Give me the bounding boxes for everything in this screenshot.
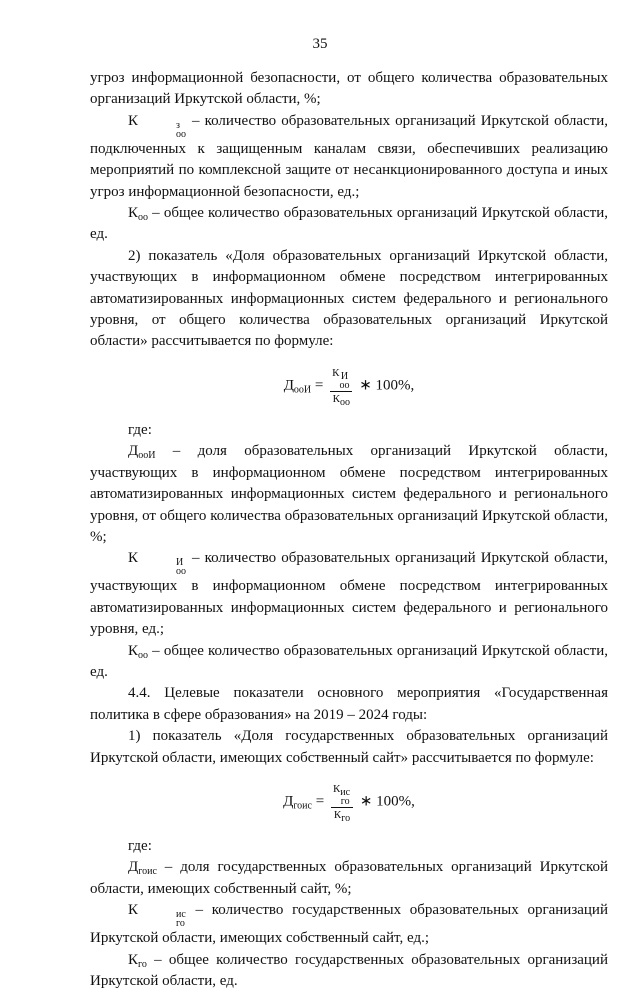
subscript: го [340, 795, 350, 807]
symbol-k: К [128, 642, 139, 659]
subscript: го [341, 812, 351, 824]
subscript: оо [176, 566, 187, 578]
fraction-denominator [332, 392, 350, 408]
symbol-d: Д [128, 859, 139, 876]
fraction [331, 782, 353, 824]
paragraph-indicator-2: 2) показатель «Доля образовательных организаций Иркутской области, участвующих в информационном обмене посредством интегрированных автоматизированных информационных систем федерального и регионального уровня, от общего количества образовательных организаций Иркутской области» рассчитывается по формуле: [90, 247, 608, 350]
definition-text: – общее количество государственных образовательных организаций Иркутской области, ед. [90, 951, 608, 989]
definition-text: – количество образовательных организаций Иркутской области, участвующих в информационном обмене посредством интегрированных автоматизированных информационных систем федерального и регионального уровня, ед.; [90, 550, 608, 638]
superscript: ис [340, 786, 351, 798]
definition-text: – доля образовательных организаций Иркутской области, участвующих в информационном обмене посредством интегрированных автоматизированных информационных систем федерального и регионального уровня, от общего количества образовательных организаций Иркутской области, %; [90, 443, 608, 545]
subscript: оо [339, 379, 350, 391]
definition-k-oo-2 [90, 641, 608, 684]
index-stack [138, 910, 186, 928]
definition-k-oo [90, 203, 608, 246]
fraction-denominator [333, 808, 351, 824]
definition-k-i-oo [90, 548, 608, 640]
subscript: ооИ [138, 450, 156, 462]
subscript: го [138, 958, 147, 970]
symbol-k: К [128, 902, 139, 919]
index-stack [138, 121, 186, 139]
fraction-numerator [330, 367, 352, 392]
subscript: го [176, 918, 185, 930]
index-stack [340, 788, 350, 806]
superscript: И [340, 370, 349, 382]
definition-d-gois [90, 857, 608, 900]
equals-sign: = [311, 793, 328, 810]
section-4-4-heading: 4.4. Целевые показатели основного мероприятия «Государственная политика в сфере образования» на 2019 – 2024 годы: [90, 685, 608, 723]
definition-k-z-oo [90, 111, 608, 203]
superscript: ис [176, 909, 186, 921]
fraction [330, 366, 352, 408]
subscript: оо [339, 396, 350, 408]
page-number: 35 [312, 36, 328, 52]
index-stack [339, 372, 349, 390]
formula-tail: ∗ 100%, [356, 793, 415, 810]
definition-text: – количество образовательных организаций Иркутской области, подключенных к защищенным каналам связи, обеспечивших реализацию мероприятий по комплексной защите от несанкционированного доступа и иных угроз информационной безопасности, ед.; [90, 112, 608, 200]
paragraph-indicator-1: 1) показатель «Доля государственных образовательных организаций Иркутской области, имеющих собственный сайт» рассчитывается по формуле: [90, 728, 608, 766]
formula-d-ooi [90, 366, 608, 408]
numerator-symbol: К [332, 366, 340, 379]
subscript: оо [138, 212, 149, 224]
document-body [90, 68, 608, 992]
symbol-k: К [128, 205, 139, 222]
formula-tail: ∗ 100%, [355, 377, 415, 394]
definition-k-is-go [90, 900, 608, 949]
subscript: оо [176, 128, 187, 140]
symbol-d: Д [128, 443, 139, 460]
definition-text: – общее количество образовательных организаций Иркутской области, ед. [90, 642, 608, 680]
subscript: оо [138, 649, 149, 661]
denominator-symbol: К [332, 392, 340, 405]
definition-k-go [90, 950, 608, 992]
superscript: з [176, 119, 180, 131]
symbol-k: К [128, 550, 139, 567]
superscript: И [176, 557, 184, 569]
equals-sign: = [311, 377, 328, 394]
numerator-symbol: К [332, 782, 341, 795]
denominator-symbol: К [333, 808, 342, 821]
formula-lhs-subscript: ооИ [293, 384, 312, 396]
formula-lhs: Д [283, 793, 294, 810]
subscript: гоис [138, 866, 157, 878]
formula-lhs: Д [283, 377, 294, 394]
symbol-k: К [128, 951, 139, 968]
formula-d-gois [90, 782, 608, 824]
where-label: где: [128, 421, 152, 438]
symbol-k: К [128, 112, 139, 129]
fraction-numerator [331, 783, 353, 808]
definition-text: – общее количество образовательных организаций Иркутской области, ед. [90, 205, 608, 243]
paragraph-threats-share: угроз информационной безопасности, от общего количества образовательных организаций Иркутской области, %; [90, 70, 608, 108]
definition-d-ooi [90, 441, 608, 548]
where-label-2: где: [128, 837, 152, 854]
definition-text: – количество государственных образовательных организаций Иркутской области, имеющих собственный сайт, ед.; [90, 902, 608, 947]
formula-lhs-subscript: гоис [293, 800, 312, 812]
index-stack [138, 558, 186, 576]
definition-text: – доля государственных образовательных организаций Иркутской области, имеющих собственный сайт, %; [90, 859, 608, 897]
